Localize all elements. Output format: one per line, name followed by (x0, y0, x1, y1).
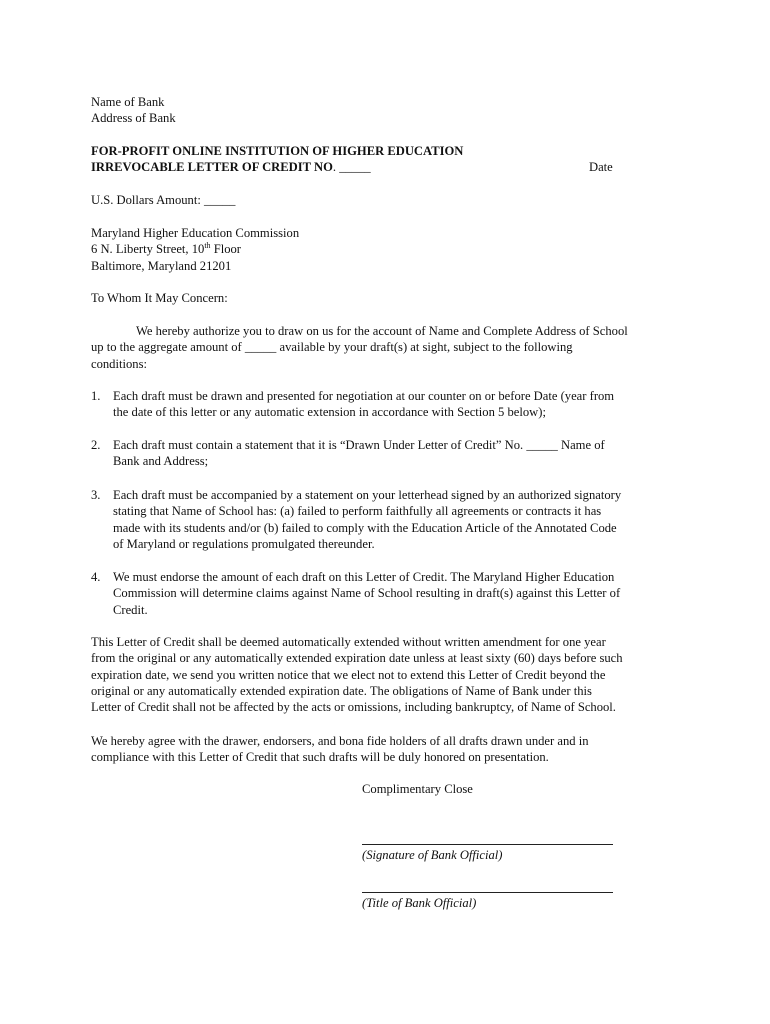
title-block (362, 878, 662, 911)
paragraph-line: We hereby agree with the drawer, endorsers, and bona fide holders of all drafts drawn under and in (91, 734, 589, 748)
condition-number: 3. (91, 488, 101, 502)
paragraph-line: original or any automatically extended expiration date. The obligations of Name of Bank under this (91, 683, 592, 698)
condition-line: Each draft must be drawn and presented for negotiation at our counter on or before Date (year from (113, 389, 615, 403)
recipient-city: Baltimore, Maryland 21201 (91, 258, 232, 273)
condition-number: 2. (91, 438, 101, 452)
condition-number: 1. (91, 389, 101, 403)
salutation: To Whom It May Concern: (91, 291, 228, 305)
condition-text (113, 388, 693, 421)
condition-text (113, 487, 693, 552)
bank-name: Name of Bank (91, 95, 165, 109)
paragraph-line: compliance with this Letter of Credit that such drafts will be duly honored on presentation. (91, 750, 549, 765)
heading-line-1: FOR-PROFIT ONLINE INSTITUTION OF HIGHER EDUCATION (91, 144, 464, 158)
paragraph-line: Letter of Credit shall not be affected by the acts or omissions, including bankruptcy, of Name of School. (91, 700, 616, 715)
intro-line-2: up to the aggregate amount of _____ available by your draft(s) at sight, subject to the following (91, 340, 573, 355)
condition-line: Bank and Address; (113, 454, 209, 469)
condition-line: Commission will determine claims against Name of School resulting in draft(s) against this Letter of (113, 586, 621, 601)
condition-text (113, 569, 693, 618)
complimentary-close: Complimentary Close (362, 782, 473, 796)
amount-section (91, 192, 691, 208)
heading-letter-number-label: IRREVOCABLE LETTER OF CREDIT NO (91, 160, 333, 175)
condition-line: the date of this letter or any automatic extension in accordance with Section 5 below); (113, 405, 546, 420)
paragraph-line: This Letter of Credit shall be deemed automatically extended without written amendment for one year (91, 635, 606, 649)
condition-line: made with its students and/or (b) failed to comply with the Education Article of the Annotated Code (113, 520, 617, 535)
date-label: Date (589, 160, 613, 174)
condition-line: Each draft must contain a statement that it is “Drawn Under Letter of Credit” No. _____ Name of (113, 438, 605, 452)
paragraph-line: expiration date, we send you written notice that we elect not to extend this Letter of Credit beyond the (91, 667, 606, 682)
signature-caption: (Signature of Bank Official) (362, 848, 503, 862)
agreement-paragraph (91, 733, 691, 766)
intro-line-1: We hereby authorize you to draw on us for the account of Name and Complete Address of School (136, 324, 628, 338)
condition-line: stating that Name of School has: (a) failed to perform faithfully all agreements or contracts it has (113, 504, 602, 519)
heading-letter-number-blank: . _____ (332, 160, 371, 175)
street-text: 6 N. Liberty Street, 10 (91, 242, 205, 257)
dollars-amount: U.S. Dollars Amount: _____ (91, 193, 236, 207)
condition-text (113, 437, 693, 470)
recipient-org: Maryland Higher Education Commission (91, 226, 300, 240)
closing-section (362, 781, 662, 797)
extension-paragraph (91, 634, 691, 715)
condition-line: of Maryland or regulations promulgated thereunder. (113, 536, 375, 551)
salutation-section (91, 290, 691, 306)
signature-line (362, 844, 613, 845)
bank-header (91, 94, 691, 127)
recipient-street (91, 241, 691, 257)
signature-block (362, 830, 662, 863)
intro-line-3: conditions: (91, 356, 147, 371)
condition-number: 4. (91, 570, 101, 584)
condition-line: Each draft must be accompanied by a statement on your letterhead signed by an authorized signatory (113, 488, 622, 502)
title-caption: (Title of Bank Official) (362, 896, 477, 910)
street-ordinal: th (204, 241, 211, 251)
street-floor: Floor (210, 242, 242, 257)
recipient-address (91, 225, 691, 274)
condition-line: We must endorse the amount of each draft on this Letter of Credit. The Maryland Higher Education (113, 570, 615, 584)
intro-paragraph (91, 323, 691, 372)
condition-line: Credit. (113, 602, 148, 617)
title-line (362, 892, 613, 893)
bank-address: Address of Bank (91, 111, 176, 126)
paragraph-line: from the original or any automatically extended expiration date unless at least sixty (60) days before such (91, 651, 623, 666)
